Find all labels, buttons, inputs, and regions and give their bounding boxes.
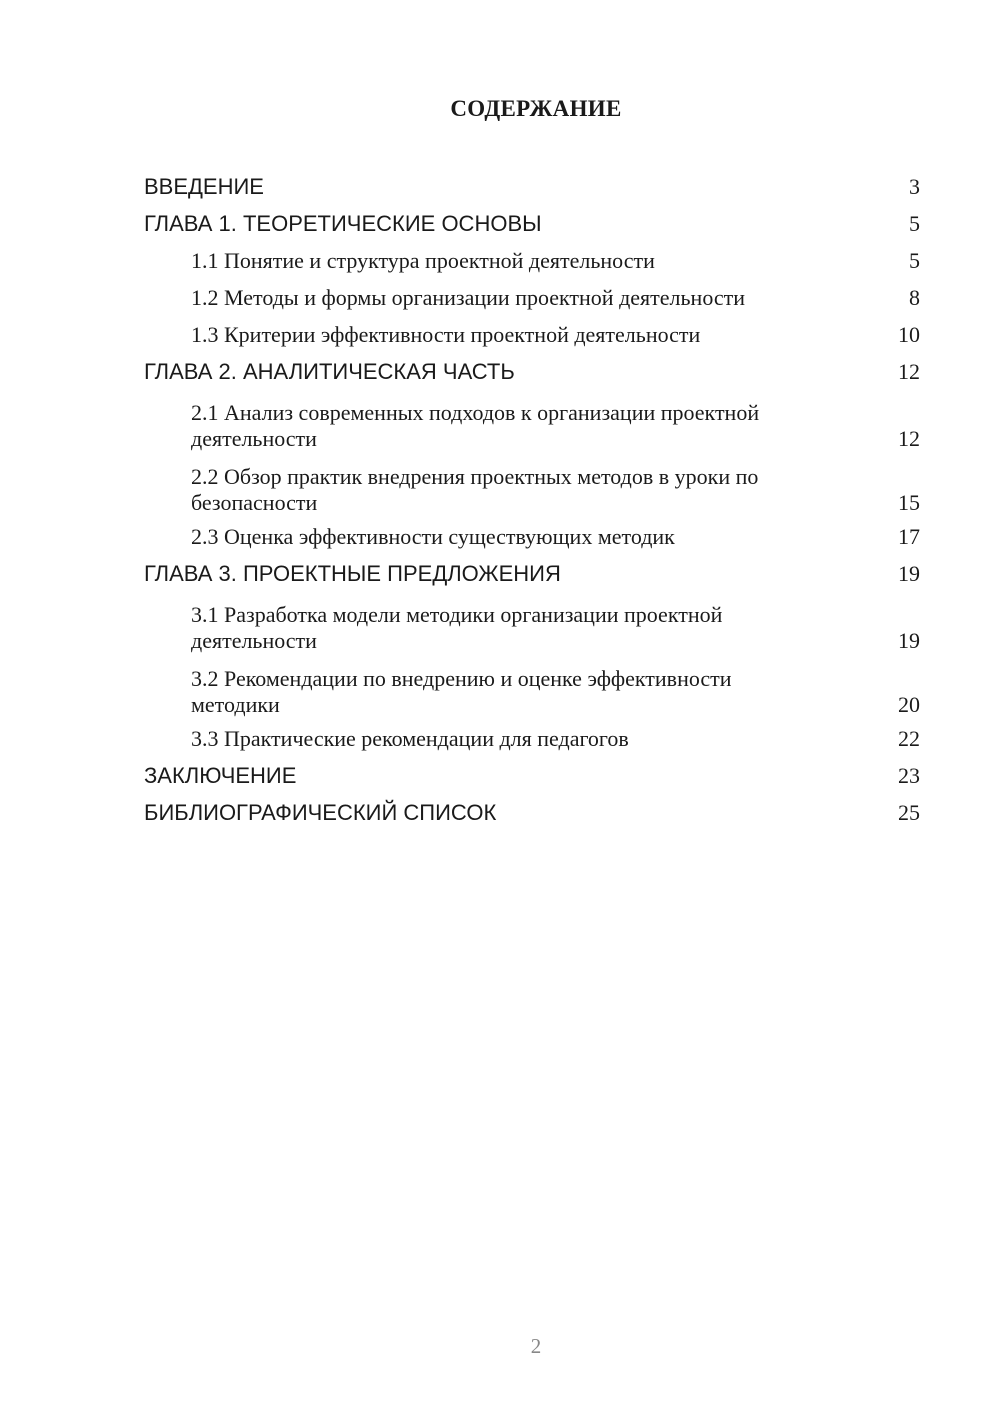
toc-entry-bibliography[interactable]	[144, 794, 920, 831]
toc-entry-section-3-1[interactable]	[144, 592, 920, 656]
toc-entry-page: 22	[898, 725, 920, 751]
toc-entry-label: ГЛАВА 3. ПРОЕКТНЫЕ ПРЕДЛОЖЕНИЯ	[144, 560, 561, 586]
toc-entry-label: ЗАКЛЮЧЕНИЕ	[144, 762, 297, 788]
toc-entry-page: 17	[898, 523, 920, 549]
toc-entry-label: 1.3 Критерии эффективности проектной деятельности	[191, 321, 701, 347]
toc-entry-page: 10	[898, 321, 920, 347]
toc-entry-chapter-1[interactable]	[144, 205, 920, 242]
toc-entry-section-2-2[interactable]	[144, 454, 920, 518]
toc-entry-section-1-3[interactable]	[144, 316, 920, 353]
toc-entry-introduction[interactable]	[144, 168, 920, 205]
toc-entry-section-2-1[interactable]	[144, 390, 920, 454]
toc-entry-label: 3.2 Рекомендации по внедрению и оценке эффективности методики	[191, 666, 732, 717]
toc-entry-page: 8	[909, 284, 920, 310]
toc-entry-label: 1.2 Методы и формы организации проектной деятельности	[191, 284, 746, 310]
toc-entry-page: 3	[909, 173, 920, 199]
toc-entry-label: 3.3 Практические рекомендации для педагогов	[191, 725, 629, 751]
toc-entry-label: ГЛАВА 1. ТЕОРЕТИЧЕСКИЕ ОСНОВЫ	[144, 210, 542, 236]
toc-entry-page: 5	[909, 210, 920, 236]
toc-entry-page: 12	[898, 358, 920, 384]
toc-entry-section-3-3[interactable]	[144, 720, 920, 757]
toc-entry-label: 2.1 Анализ современных подходов к организации проектной деятельности	[191, 400, 760, 451]
toc-entry-label: 3.1 Разработка модели методики организации проектной деятельности	[191, 602, 723, 653]
toc-entry-label: 2.2 Обзор практик внедрения проектных методов в уроки по безопасности	[191, 464, 759, 515]
page-number: 2	[530, 1334, 542, 1358]
toc-entry-page: 15	[898, 490, 920, 515]
toc-entry-page: 23	[898, 762, 920, 788]
table-of-contents	[144, 168, 920, 831]
page-title: СОДЕРЖАНИЕ	[450, 96, 622, 121]
toc-entry-chapter-2[interactable]	[144, 353, 920, 390]
toc-entry-label: ВВЕДЕНИЕ	[144, 173, 264, 199]
toc-entry-page: 5	[909, 247, 920, 273]
toc-entry-section-1-2[interactable]	[144, 279, 920, 316]
toc-entry-label: 1.1 Понятие и структура проектной деятельности	[191, 247, 655, 273]
toc-entry-chapter-3[interactable]	[144, 555, 920, 592]
toc-entry-section-2-3[interactable]	[144, 518, 920, 555]
toc-entry-page: 19	[898, 628, 920, 653]
toc-entry-page: 12	[898, 426, 920, 451]
toc-entry-label: ГЛАВА 2. АНАЛИТИЧЕСКАЯ ЧАСТЬ	[144, 358, 515, 384]
toc-entry-section-1-1[interactable]	[144, 242, 920, 279]
toc-entry-page: 25	[898, 799, 920, 825]
toc-entry-label: 2.3 Оценка эффективности существующих методик	[191, 523, 675, 549]
toc-entry-page: 19	[898, 560, 920, 586]
toc-entry-conclusion[interactable]	[144, 757, 920, 794]
toc-entry-section-3-2[interactable]	[144, 656, 920, 720]
toc-entry-page: 20	[898, 692, 920, 717]
toc-entry-label: БИБЛИОГРАФИЧЕСКИЙ СПИСОК	[144, 799, 497, 825]
